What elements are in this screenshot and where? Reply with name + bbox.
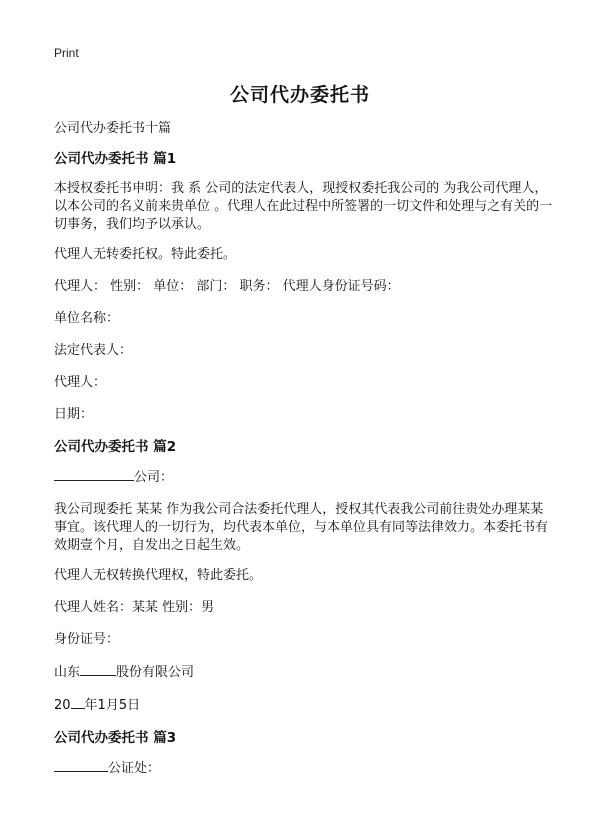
section1-agent: 代理人： bbox=[54, 375, 107, 390]
section3-notary-line bbox=[54, 759, 554, 778]
section1-fields-line: 代理人： 性别： 单位： 部门： 职务： 代理人身份证号码： bbox=[54, 279, 400, 294]
section1-unit-name: 单位名称： bbox=[54, 311, 120, 326]
document-subtitle: 公司代办委托书十篇 bbox=[54, 121, 172, 136]
date-suffix: 年1月5日 bbox=[84, 698, 141, 713]
section-heading-2: 公司代办委托书 篇2 bbox=[54, 439, 177, 455]
blank-line bbox=[80, 663, 116, 676]
section2-paragraph-no-transfer: 代理人无权转换代理权，特此委托。 bbox=[54, 568, 263, 583]
company-suffix: 股份有限公司 bbox=[116, 665, 195, 680]
section2-id-line: 身份证号： bbox=[54, 632, 120, 647]
page-title: 公司代办委托书 bbox=[229, 84, 370, 106]
document-body bbox=[54, 120, 554, 792]
blank-line bbox=[54, 468, 134, 481]
print-label: Print bbox=[54, 46, 79, 60]
blank-line bbox=[54, 759, 108, 772]
section1-date: 日期： bbox=[54, 407, 94, 422]
section1-paragraph-no-transfer: 代理人无转委托权。特此委托。 bbox=[54, 247, 237, 262]
company-label: 公司： bbox=[134, 470, 174, 485]
section1-legal-rep: 法定代表人： bbox=[54, 343, 133, 358]
date-prefix: 20 bbox=[54, 698, 71, 713]
section-heading-1: 公司代办委托书 篇1 bbox=[54, 151, 177, 167]
section2-company-signature bbox=[54, 663, 554, 682]
section2-paragraph-delegation: 我公司现委托 某某 作为我公司合法委托代理人，授权其代表我公司前往贵处办理某某事宜。该代理人的一切行为，均代表本单位，与本单位具有同等法律效力。本委托书有效期壹个月，自发出之日起生效。 bbox=[54, 502, 549, 553]
blank-line bbox=[71, 696, 85, 709]
section2-agent-line: 代理人姓名：某某 性别：男 bbox=[54, 600, 215, 615]
section1-paragraph-authorization: 本授权委托书申明：我 系 公司的法定代表人，现授权委托我公司的 为我公司代理人，以本公司的名义前来贵单位 。代理人在此过程中所签署的一切文件和处理与之有关的一切事务，我们均予以承认。 bbox=[54, 181, 553, 232]
section2-company-line bbox=[54, 468, 554, 487]
company-prefix: 山东 bbox=[54, 665, 81, 680]
section-heading-3: 公司代办委托书 篇3 bbox=[54, 730, 177, 746]
notary-label: 公证处： bbox=[108, 761, 161, 776]
section2-date-line bbox=[54, 696, 554, 715]
